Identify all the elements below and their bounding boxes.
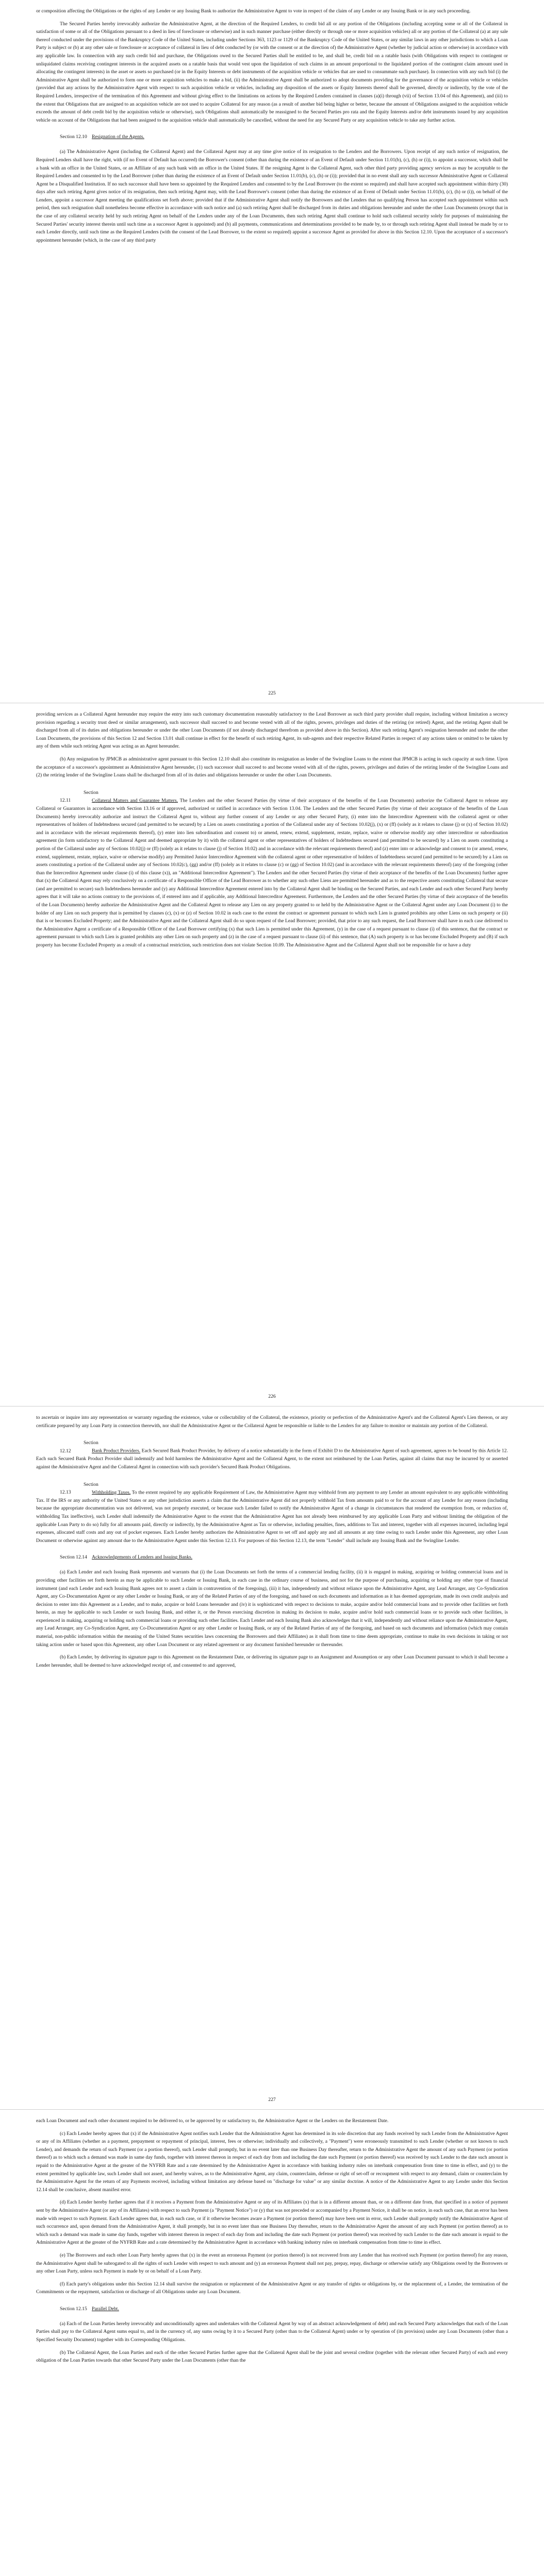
- paragraph: (a) The Administrative Agent (including the Collateral Agent) and the Collateral Agent may at any time give notice of its resignation to the Lenders and the Borrowers. Upon receipt of any such notice of resignation, the Required Lenders shall have the right, with (if no Event of Default has occurred) the Borrower's consent (other than during the existence of an Event of Default under Section 11.01(b), (c), (h) or (i)), to appoint a successor, which shall be a bank with an office in the United States, or an Affiliate of any such bank with an office in the United States. If the resigning Agent is the Collateral Agent, such other third party providing agency services as may be acceptable to the Required Lenders and consented to by the Lead Borrower (other than during the existence of an Event of Default under Section 11.01(b), (c), (h) or (i)); provided that in no event shall any such successor Administrative Agent or Collateral Agent be a Disqualified Institution. If no such successor shall have been so appointed by the Required Lenders and consented to by the Lead Borrower (to the extent so required) and shall have accepted such appointment within thirty (30) days after such retiring Agent gives notice of its resignation, then such retiring Agent may, with the Lead Borrower's consent (other than during the existence of an Event of Default under Section 11.01(b), (c), (h) or (i)), on behalf of the Lenders, appoint a successor Agent meeting the qualifications set forth above; provided that if the Administrative Agent shall notify the Borrowers and the Lenders that no qualifying Person has accepted such appointment within such period, then such resignation shall nonetheless become effective in accordance with such notice and (a) such retiring Agent shall be discharged from its duties and obligations hereunder and under the other Loan Documents (except that in the case of any collateral security held by such retiring Agent on behalf of the Lenders under any of the Loan Documents, then such retiring Agent shall continue to hold such collateral security solely for purposes of maintaining the Secured Parties' security interest therein until such time as a successor Agent is appointed) and (b) all payments, communications and determinations provided to be made by, to or through such retiring Agent shall instead be made by or to each Lender directly, until such time as the Required Lenders (with the consent of the Lead Borrower, to the extent so required) appoint a successor Agent as provided for above in this Section 12.10. Upon the acceptance of a successor's appointment hereunder (which, in the case of any third party: [36, 149, 508, 243]
- page: [0, 703, 544, 1406]
- section-text: Each Secured Bank Product Provider, by delivery of a notice substantially in the form of Exhibit D to the Administrative Agent of such agreement, agrees to be bound by this Article 12. Each such Secured Bank Product Provider shall indemnify and hold harmless the Administrative Agent and the Collateral Agent, to the extent not reimbursed by the Loan Parties, against all claims that may be incurred by or asserted against the Administrative Agent and the Collateral Agent in connection with such provider's Secured Bank Product Obligations.: [36, 1448, 508, 1470]
- page-body: [36, 2117, 508, 2365]
- paragraph: (a) Each of the Loan Parties hereby irrevocably and unconditionally agrees and undertakes with the Collateral Agent by way of an abstract acknowledgement of debt) and each Secured Party acknowledges that each of the Loan Parties shall pay to the Collateral Agent sums equal to, and in the currency of, any sums owing by it to a Secured Party (other than to the Collateral Agent) under or by operation of (its provision) under any Loan Documents (other than a Specified Security Document) together with its Corresponding Obligations.: [36, 2320, 508, 2343]
- page-number: 225: [268, 690, 276, 696]
- page: [0, 0, 544, 703]
- section-title: Bank Product Providers.: [92, 1448, 141, 1454]
- paragraph: to ascertain or inquire into any representation or warranty regarding the existence, value or collectability of the Collateral, the existence, priority or perfection of the Administrative Agent's and the Collateral Agent's Lien thereon, or any certificate prepared by any Loan Party in connection therewith, nor shall the Administrative Agent or the Collateral Agent be responsible or liable to the Lenders for any failure to monitor or maintain any portion of the Collateral.: [36, 1415, 508, 1429]
- paragraph: (a) Each Lender and each Issuing Bank represents and warrants that (i) the Loan Documents set forth the terms of a commercial lending facility, (ii) it is engaged in making, acquiring or holding commercial loans and in providing other facilities set forth herein as may be applicable to such Lender or Issuing Bank, in each case in the ordinary course of business, and not for the purpose of purchasing, acquiring or holding any other type of financial instrument (and each Lender and each Issuing Bank agrees not to assert a claim in contravention of the foregoing), (iii) it has, independently and without reliance upon the Administrative Agent, any Lead Arranger, any Co-Syndication Agent, any Co-Documentation Agent or any other Lender or Issuing Bank, or any of the Related Parties of any of the foregoing, and based on such documents and information as it has deemed appropriate, made its own credit analysis and decision to enter into this Agreement as a Lender, and to make, acquire or hold Loans hereunder and (iv) it is sophisticated with respect to decisions to make, acquire and/or hold commercial loans and to provide other facilities set forth herein, as may be applicable to such Lender or such Issuing Bank, and either it, or the Person exercising discretion in making its decision to make, acquire and/or hold such commercial loans or to provide such other facilities, is experienced in making, acquiring or holding such commercial loans or providing such other facilities. Each Lender and each Issuing Bank also acknowledges that it will, independently and without reliance upon the Administrative Agent, any Lead Arranger, any Co-Syndication Agent, any Co-Documentation Agent or any other Lender or Issuing Bank, or any of the Related Parties of any of the foregoing, and based on such documents and information (which may contain material, non-public information within the meaning of the United States securities laws concerning the Borrowers and their Affiliates) as it shall from time to time deem appropriate, continue to make its own decisions in taking or not taking action under or based upon this Agreement, any other Loan Document or any related agreement or any document furnished hereunder or thereunder.: [36, 1569, 508, 1648]
- paragraph: (b) Any resignation by JPMCB as administrative agent pursuant to this Section 12.10 shall also constitute its resignation as lender of the Swingline Loans to the extent that JPMCB is acting in such capacity at such time. Upon the acceptance of a successor's appointment as Administrative Agent hereunder, (1) such successor shall succeed to and become vested with all of the rights, powers, privileges and duties of the retiring lender of the Swingline Loans and (2) the retiring lender of the Swingline Loans shall be discharged from all of its duties and obligations hereunder or under the other Loan Documents.: [36, 756, 508, 778]
- section-number: Section 12.10: [60, 134, 87, 140]
- paragraph: (e) The Borrowers and each other Loan Party hereby agrees that (x) in the event an erroneous Payment (or portion thereof) is not recovered from any Lender that has received such Payment (or portion thereof) for any reason, the Administrative Agent shall be subrogated to all the rights of such Lender with respect to such amount and (y) an erroneous Payment shall not pay, prepay, repay, discharge or otherwise satisfy any Obligations owed by the Borrowers or any other Loan Party, unless such Payment is made by or on behalf of a Loan Party.: [36, 2252, 508, 2275]
- section-title: Collateral Matters and Guarantee Matters.: [92, 798, 178, 804]
- paragraph: (d) Each Lender hereby further agrees that if it receives a Payment from the Administrative Agent or any of its Affiliates (x) that is in a different amount than, or on a different date from, that specified in a notice of payment sent by the Administrative Agent (or any of its Affiliates) with respect to such Payment (a "Payment Notice") or (y) that was not preceded or accompanied by a Payment Notice, it shall be on notice, in each such case, that an error has been made with respect to such Payment. Each Lender agrees that, in each such case, or if it otherwise becomes aware a Payment (or portion thereof) may have been sent in error, such Lender shall promptly notify the Administrative Agent of such occurrence and, upon demand from the Administrative Agent, it shall promptly, but in no event later than one Business Day thereafter, return to the Administrative Agent the amount of any such Payment (or portion thereof) as to which such a demand was made in same day funds, together with interest thereon in respect of each day from and including the date such Payment (or portion thereof) was received by such Lender to the date such amount is repaid to the Administrative Agent at the greater of the NYFRB Rate and a rate determined by the Administrative Agent in accordance with banking industry rules on interbank compensation from time to time in effect.: [36, 2199, 508, 2246]
- section-title: Acknowledgements of Lenders and Issuing Banks.: [92, 1554, 193, 1561]
- page-body: [36, 1414, 508, 1669]
- paragraph: (b) The Collateral Agent, the Loan Parties and each of the other Secured Parties further agree that the Collateral Agent shall be the joint and several creditor (together with the relevant other Secured Party) of each and every obligation of the Loan Parties towards that other Secured Party under the Loan Documents (other than the: [36, 2349, 508, 2364]
- page-number: 226: [268, 1394, 276, 1399]
- paragraph: providing services as a Collateral Agent hereunder may require the entry into such customary documentation reasonably satisfactory to the Lead Borrower as such third party provider shall require, including without limitation a secrecy provision regarding a security trust deed or similar arrangement), such successor shall succeed to and become vested with all of the rights, powers, privileges and duties of the retiring (or retired) Agent, and the retiring Agent shall be discharged from all of its duties and obligations hereunder or under the other Loan Documents (if not already discharged therefrom as provided above in this Section). After such retiring Agent's resignation hereunder and under the other Loan Documents, the provisions of this Section 12 and Section 13.01 shall continue in effect for the benefit of such retiring Agent, its sub-agents and their respective Related Parties in respect of any actions taken or omitted to be taken by any of them while such retiring Agent was acting as an Agent hereunder.: [36, 711, 508, 750]
- section-number: Section 12.14: [60, 1554, 87, 1561]
- paragraph: or composition affecting the Obligations or the rights of any Lender or any Issuing Bank to authorize the Administrative Agent to vote in respect of the claim of any Lender or any Issuing Bank or in any such proceeding.: [36, 8, 471, 14]
- section-heading: [36, 2306, 508, 2313]
- section-title: Withholding Taxes.: [92, 1489, 131, 1496]
- section-text: To the extent required by any applicable Requirement of Law, the Administrative Agent may withhold from any payment to any Lender an amount equivalent to any applicable withholding Tax. If the IRS or any authority of the United States or any other jurisdiction asserts a claim that the Administrative Agent did not properly withhold Tax from amounts paid to or for the account of any Lender for any reason (including because the appropriate documentation was not delivered, was not properly executed, or because such Lender failed to notify the Administrative Agent of a change in circumstances that rendered the exemption from, or reduction of, withholding Tax ineffective), such Lender shall indemnify the Administrative Agent to the extent that the Administrative Agent has not already been reimbursed by any applicable Loan Party and without limiting the obligation of the applicable Loan Party to do so) fully for all amounts paid, directly or indirectly, by the Administrative Agent as Tax or otherwise, including penalties, fines, additions to Tax and interest, together with all expenses incurred, including legal expenses, allocated staff costs and any out of pocket expenses. Each Lender hereby authorizes the Administrative Agent to set off and apply any and all amounts at any time owing to such Lender under this Agreement, any other Loan Document or otherwise against any amount due to the Administrative Agent under this Section 12.13. For purposes of this Section 12.13, the term "Lender" shall include any Issuing Bank and the Swingline Lender.: [36, 1489, 508, 1544]
- section-number: Section 12.11: [60, 789, 98, 804]
- section-heading: [36, 1554, 508, 1561]
- paragraph: each Loan Document and each other document required to be delivered to, or be approved by or satisfactory to, the Administrative Agent or the Lenders on the Restatement Date.: [36, 2118, 389, 2124]
- section-heading: [36, 133, 508, 141]
- paragraph: (f) Each party's obligations under this Section 12.14 shall survive the resignation or replacement of the Administrative Agent or any transfer of rights or obligations by, or the replacement of, a Lender, the termination of the Commitments or the repayment, satisfaction or discharge of all Obligations under any Loan Document.: [36, 2281, 508, 2295]
- section-heading: [36, 789, 508, 950]
- section-title: Parallel Debt.: [92, 2306, 119, 2312]
- section-number: Section 12.12: [60, 1440, 98, 1454]
- section-number: Section 12.15: [60, 2306, 87, 2312]
- page-body: [36, 710, 508, 950]
- section-heading: [36, 1481, 508, 1545]
- page-body: [36, 7, 508, 244]
- section-heading: [36, 1439, 508, 1471]
- section-number: Section 12.13: [60, 1481, 98, 1496]
- section-text: The Lenders and the other Secured Parties (by virtue of their acceptance of the benefits of the Loan Documents) authorize the Collateral Agent to release any Collateral or Guarantors in accordance with Section 13.16 or if approved, authorized or ratified in accordance with Section 13.04. The Lenders and the other Secured Parties (by virtue of their acceptance of the benefits of the Loan Documents) hereby irrevocably authorize and instruct the Collateral Agent to, without any further consent of any Lender or any other Secured Party, (i) enter into the Intercreditor Agreement with the collateral agent or other representatives of holders of Indebtedness secured (and permitted to be secured) by a Lien on assets constituting a portion of the Collateral under any of Sections 10.02(j), (x) or (ff) (solely as it relates to clause (j) or (x) of Section 10.02) and in accordance with the relevant requirements thereof), (y) enter into lien subordination and consent to) or amend, renew, extend, supplement, restate, replace, waive or otherwise modify any other intercreditor or subordination agreement (in form satisfactory to the Collateral Agent and deemed appropriate by it) with the collateral agent or other representatives of holders of Indebtedness secured (and permitted to be secured) by a Lien on assets constituting a portion of the Collateral under any of Sections 10.02(j) or (ff) (solely as it relates to clause (j) of Section 10.02) and in accordance with the relevant requirements thereof) and (z) enter into or acknowledge and consent to (or amend, renew, extend, supplement, restate, replace, waive or otherwise modify) any Permitted Junior Intercreditor Agreement with the collateral agent or other representative of holders of Indebtedness secured (and permitted to be secured) by a Lien on assets constituting a portion of the Collateral under any of Sections 10.02(c), (gg) and/or (ff) (solely as it relates to clause (c) or (gg) of Section 10.02) (and in accordance with the relevant requirements thereof) (any of the foregoing (other than the Intercreditor Agreement under clause (i) of this clause (x)), an "Additional Intercreditor Agreement"). The Lenders and the other Secured Parties (by virtue of their acceptance of the benefits of the Loan Documents) further agree that (x) the Collateral Agent may rely conclusively on a certificate of a Responsible Officer of the Lead Borrower as to whether any such other Liens are permitted hereunder and as to the respective assets constituting Collateral that secure (and are permitted to secure) such Indebtedness hereunder and (y) any Additional Intercreditor Agreement entered into by the Collateral Agent shall be binding on the Secured Parties, and each Lender and each other Secured Party hereby agrees that it will take no actions contrary to the provisions of, if entered into and if applicable, any Additional Intercreditor Agreement. Furthermore, the Lenders and the other Secured Parties (by virtue of their acceptance of the benefits of the Loan Documents) hereby authorize the Administrative Agent and the Collateral Agent to release any Lien on any property granted to or held by the Administrative Agent or the Collateral Agent under any Loan Document (i) to the holder of any Lien on such property that is permitted by clauses (c), (x) or (z) of Section 10.02 in each case to the extent the contract or agreement pursuant to which such Lien is granted prohibits any other Liens on such property or (ii) that is or becomes Excluded Property; and the Administrative Agent and the Collateral Agent shall do so upon request of the Lead Borrower; provided, that prior to any such request, the Lead Borrower shall have in each case delivered to the Administrative Agent a certificate of a Responsible Officer of the Lead Borrower certifying (x) that such Lien is permitted under this Agreement, (y) in the case of a request pursuant to clause (i) of this sentence, that the contract or agreement pursuant to which such Lien is granted prohibits any other Lien on such property and (z) in the case of a request pursuant to clause (ii) of this sentence, that (A) such property is or has become Excluded Property and (B) if such property has become Excluded Property as a result of a contractual restriction, such restriction does not violate Section 10.09. The Administrative Agent and the Collateral Agent shall not be responsible for or have a duty: [36, 798, 508, 948]
- page: [0, 1406, 544, 2110]
- page-number: 227: [268, 2097, 276, 2103]
- paragraph: The Secured Parties hereby irrevocably authorize the Administrative Agent, at the direction of the Required Lenders, to credit bid all or any portion of the Obligations (including accepting some or all of the Collateral in satisfaction of some or all of the Obligations pursuant to a deed in lieu of foreclosure or otherwise) and in such manner purchase (either directly or through one or more acquisition vehicles) all or any portion of the Collateral (a) at any sale thereof conducted under the provisions of the Bankruptcy Code of the United States, including under Sections 363, 1123 or 1129 of the Bankruptcy Code of the United States, or any similar laws in any other jurisdictions to which a Loan Party is subject or (b) at any other sale or foreclosure or acceptance of collateral in lieu of debt conducted by (or with the consent or at the direction of) the Administrative Agent (whether by judicial action or otherwise) in accordance with any applicable law. In connection with any such credit bid and purchase, the Obligations owed to the Secured Parties shall be entitled to be, and shall be, credit bid on a ratable basis (with Obligations with respect to contingent or unliquidated claims receiving contingent interests in the acquired assets on a ratable basis that would vest upon the liquidation of such claims in an amount proportional to the liquidated portion of the contingent claim amount used in allocating the contingent interests) in the asset or assets so purchased (or in the Equity Interests or debt instruments of the acquisition vehicle or vehicles that are used to consummate such purchase). In connection with any such bid (i) the Administrative Agent shall be authorized to form one or more acquisition vehicles to make a bid, (ii) the Administrative Agent shall be authorized to adopt documents providing for the governance of the acquisition vehicle or vehicles (provided that any actions by the Administrative Agent with respect to such acquisition vehicle or vehicles, including any disposition of the assets or Equity Interests thereof shall be governed, directly or indirectly, by the vote of the Required Lenders, irrespective of the termination of this Agreement and without giving effect to the limitations on actions by the Required Lenders contained in clauses (a)(i) through (vii) of Section 13.04 of this Agreement), and (iii) to the extent that Obligations that are assigned to an acquisition vehicle are not used to acquire Collateral for any reason (as a result of another bid being higher or better, because the amount of Obligations assigned to the acquisition vehicle exceeds the amount of debt credit bid by the acquisition vehicle or otherwise), such Obligations shall automatically be reassigned to the Secured Parties pro rata and the Equity Interests and/or debt instruments issued by any acquisition vehicle on account of the Obligations that had been assigned to the acquisition vehicle shall automatically be cancelled, without the need for any Secured Party or any acquisition vehicle to take any further action.: [36, 21, 508, 123]
- section-title: Resignation of the Agents.: [92, 134, 144, 140]
- paragraph: (c) Each Lender hereby agrees that (x) if the Administrative Agent notifies such Lender that the Administrative Agent has determined in its sole discretion that any funds received by such Lender from the Administrative Agent or any of its Affiliates (whether as a payment, prepayment or repayment of principal, interest, fees or otherwise; individually and collectively, a "Payment") were erroneously transmitted to such Lender (whether or not known to such Lender), and demands the return of such Payment (or a portion thereof), such Lender shall promptly, but in no event later than one Business Day thereafter, return to the Administrative Agent the amount of any such Payment (or portion thereof) as to which such a demand was made in same day funds, together with interest thereon in respect of each day from and including the date such Payment (or portion thereof) was received by such Lender to the date such amount is repaid to the Administrative Agent at the greater of the NYFRB Rate and a rate determined by the Administrative Agent in accordance with banking industry rules on interbank compensation from time to time in effect, and (y) to the extent permitted by applicable law, such Lender shall not assert, and hereby waives, as to the Administrative Agent, any claim, counterclaim, defense or right of set-off or recoupment with respect to any demand, claim or counterclaim by the Administrative Agent for the return of any Payments received, including without limitation any defense based on "discharge for value" or any similar doctrine. A notice of the Administrative Agent to any Lender under this Section 12.14 shall be conclusive, absent manifest error.: [36, 2130, 508, 2193]
- page: [0, 2110, 544, 2576]
- paragraph: (b) Each Lender, by delivering its signature page to this Agreement on the Restatement Date, or delivering its signature page to an Assignment and Assumption or any other Loan Document pursuant to which it shall become a Lender hereunder, shall be deemed to have acknowledged receipt of, and consented to and approved,: [36, 1654, 508, 1668]
